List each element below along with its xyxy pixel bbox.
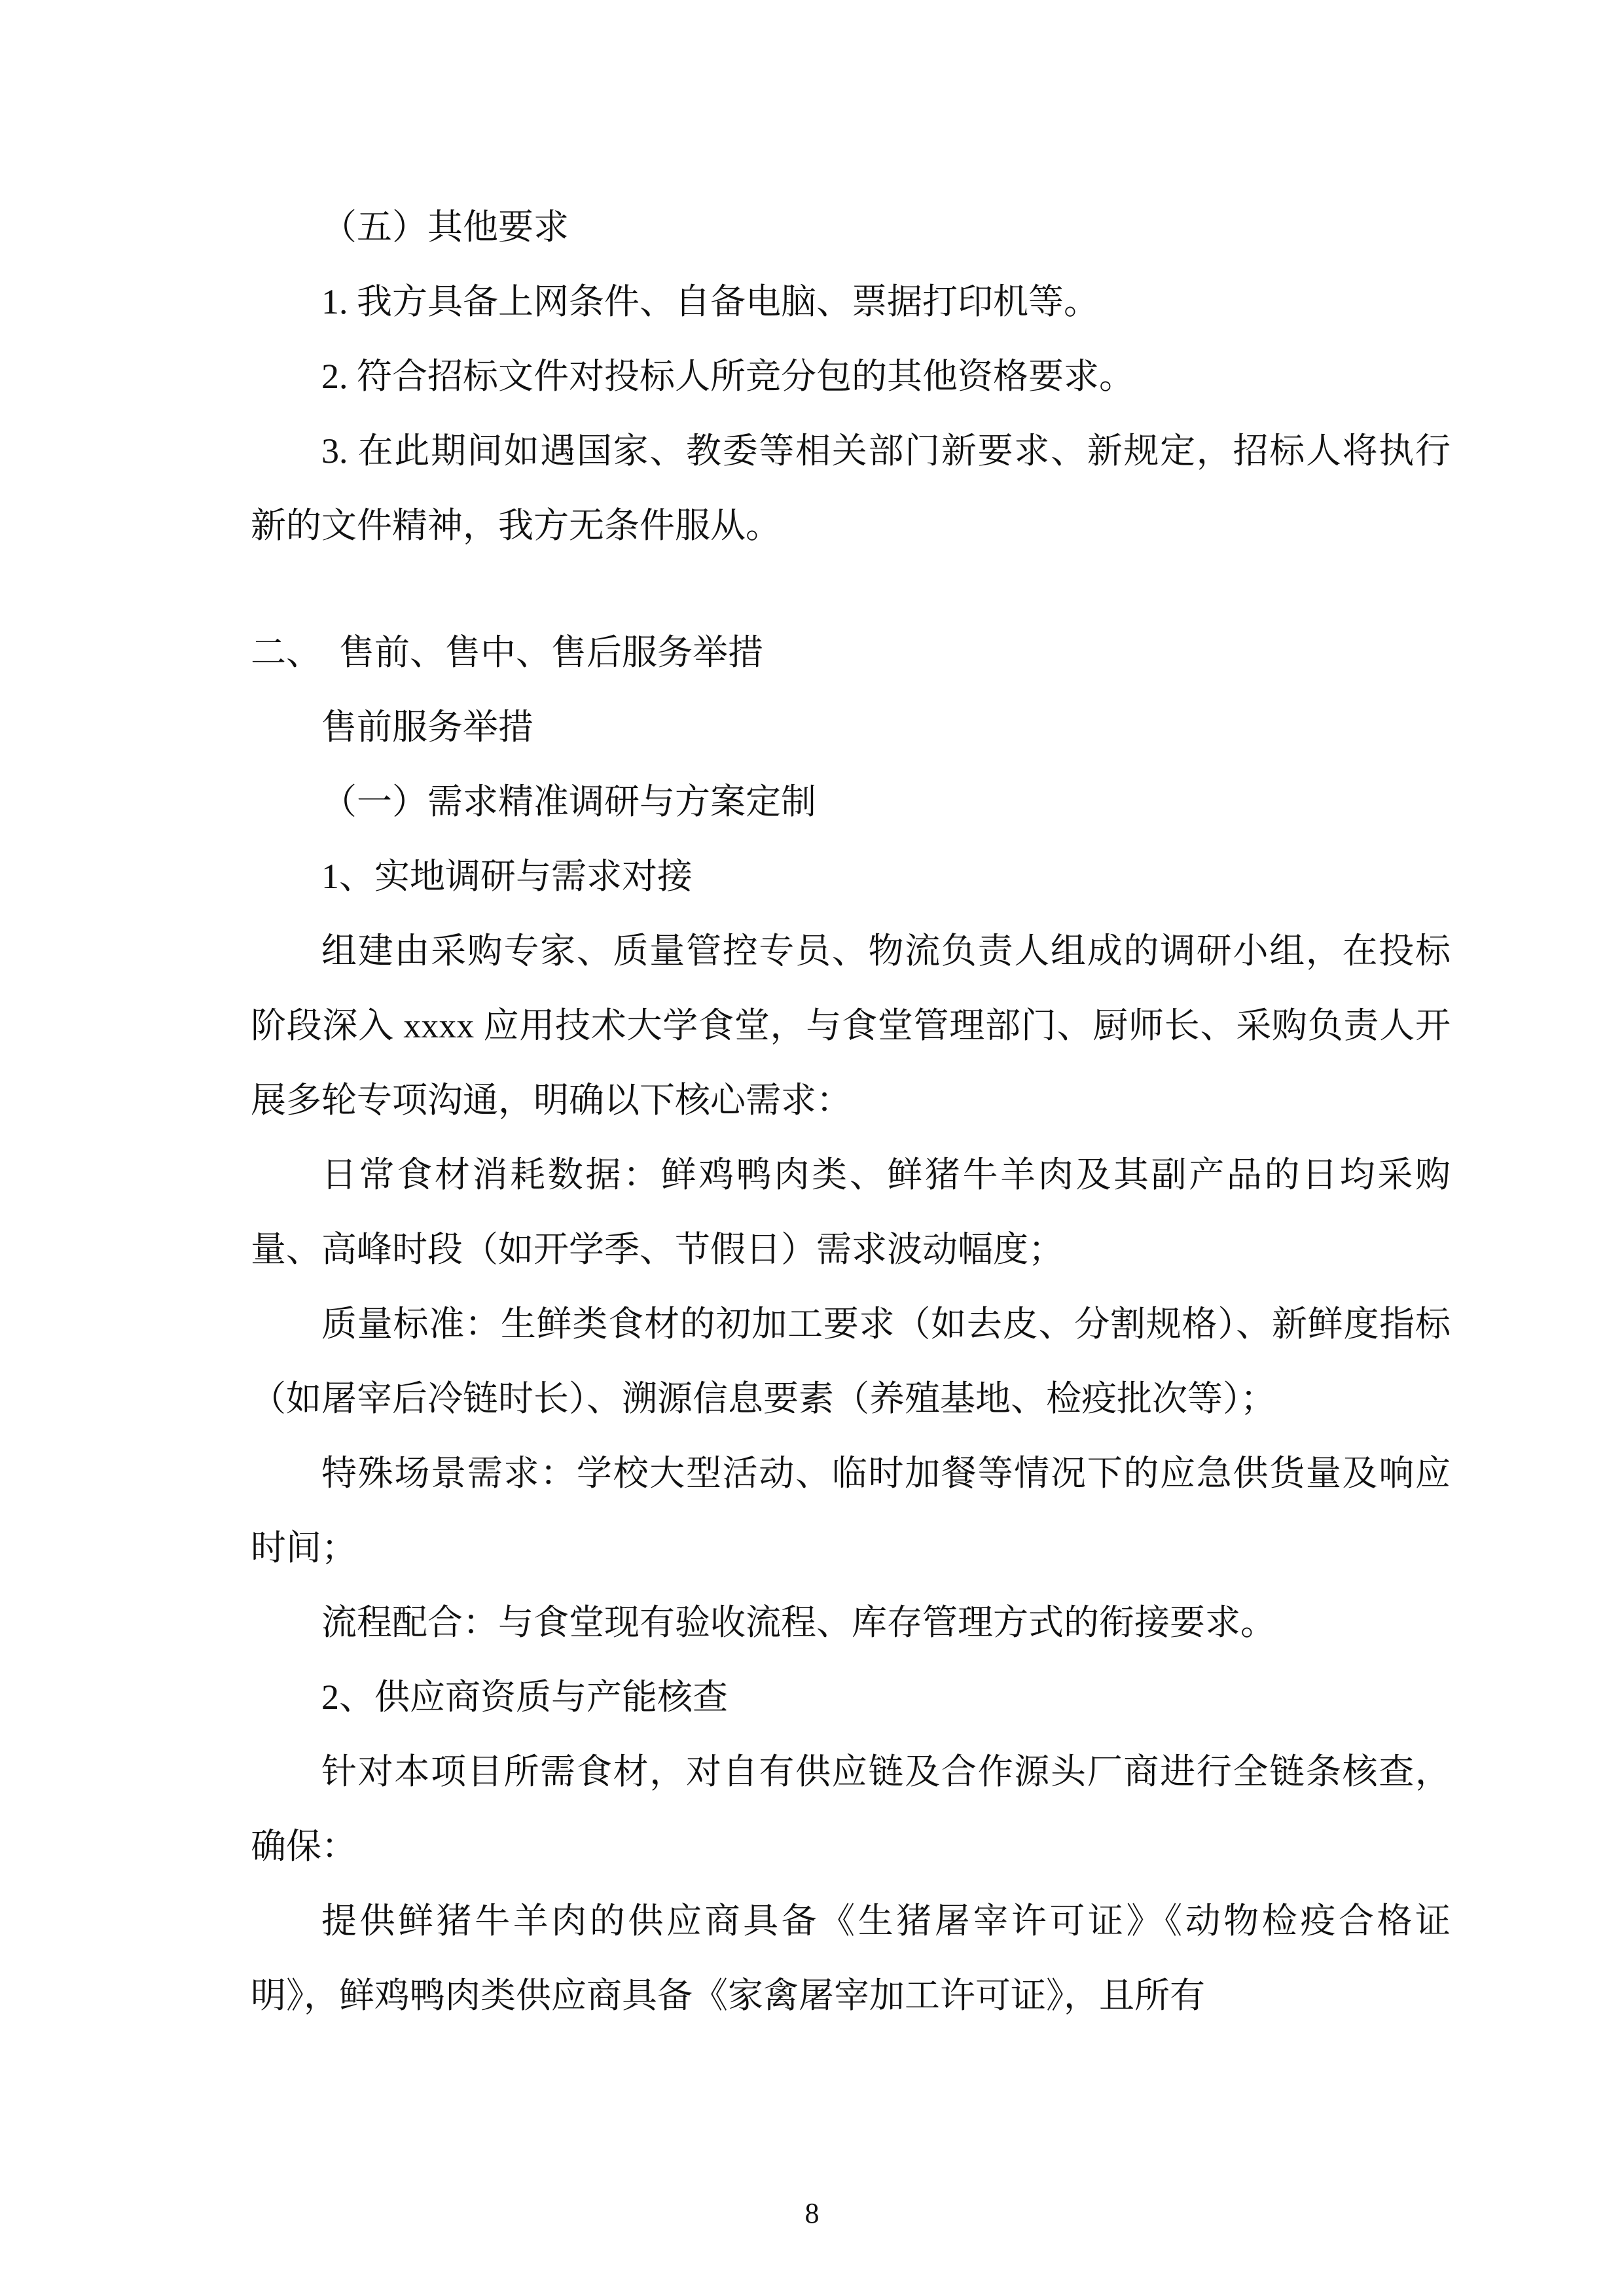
other-requirement-item-2: 2. 符合招标文件对投标人所竞分包的其他资格要求。 <box>321 357 1134 396</box>
heading-point-2-supplier-check: 2、供应商资质与产能核查 <box>321 1677 728 1717</box>
page-number: 8 <box>804 2197 820 2229</box>
other-requirement-item-3: 3. 在此期间如遇国家、教委等相关部门新要求、新规定，招标人将执行新的文件精神，我方无条件服从。 <box>251 431 1451 545</box>
heading-other-requirements: （五）其他要求 <box>321 207 569 247</box>
para-daily-consumption-data: 日常食材消耗数据：鲜鸡鸭肉类、鲜猪牛羊肉及其副产品的日均采购量、高峰时段（如开学季、节假日）需求波动幅度； <box>251 1155 1451 1269</box>
para-supply-chain-check: 针对本项目所需食材，对自有供应链及合作源头厂商进行全链条核查，确保： <box>251 1752 1451 1866</box>
heading-presale-service: 售前服务举措 <box>321 708 533 747</box>
heading-subsection-1-research: （一）需求精准调研与方案定制 <box>321 782 816 821</box>
para-supplier-certificates: 提供鲜猪牛羊肉的供应商具备《生猪屠宰许可证》《动物检疫合格证明》，鲜鸡鸭肉类供应商具备《家禽屠宰加工许可证》，且所有 <box>251 1901 1451 2015</box>
heading-section-2-service-measures: 二、 售前、售中、售后服务举措 <box>251 633 763 672</box>
blank-line <box>251 563 1451 615</box>
heading-point-1-field-research: 1、实地调研与需求对接 <box>321 857 693 896</box>
para-special-scenario: 特殊场景需求：学校大型活动、临时加餐等情况下的应急供货量及响应时间； <box>251 1454 1451 1568</box>
para-process-cooperation: 流程配合：与食堂现有验收流程、库存管理方式的衔接要求。 <box>321 1603 1276 1642</box>
para-research-team: 组建由采购专家、质量管控专员、物流负责人组成的调研小组，在投标阶段深入 xxxx 应用技术大学食堂，与食堂管理部门、厨师长、采购负责人开展多轮专项沟通，明确以下核心需求： <box>251 931 1451 1120</box>
para-quality-standard: 质量标准：生鲜类食材的初加工要求（如去皮、分割规格）、新鲜度指标（如屠宰后冷链时长）、溯源信息要素（养殖基地、检疫批次等）； <box>251 1304 1451 1418</box>
other-requirement-item-1: 1. 我方具备上网条件、自备电脑、票据打印机等。 <box>321 282 1099 321</box>
